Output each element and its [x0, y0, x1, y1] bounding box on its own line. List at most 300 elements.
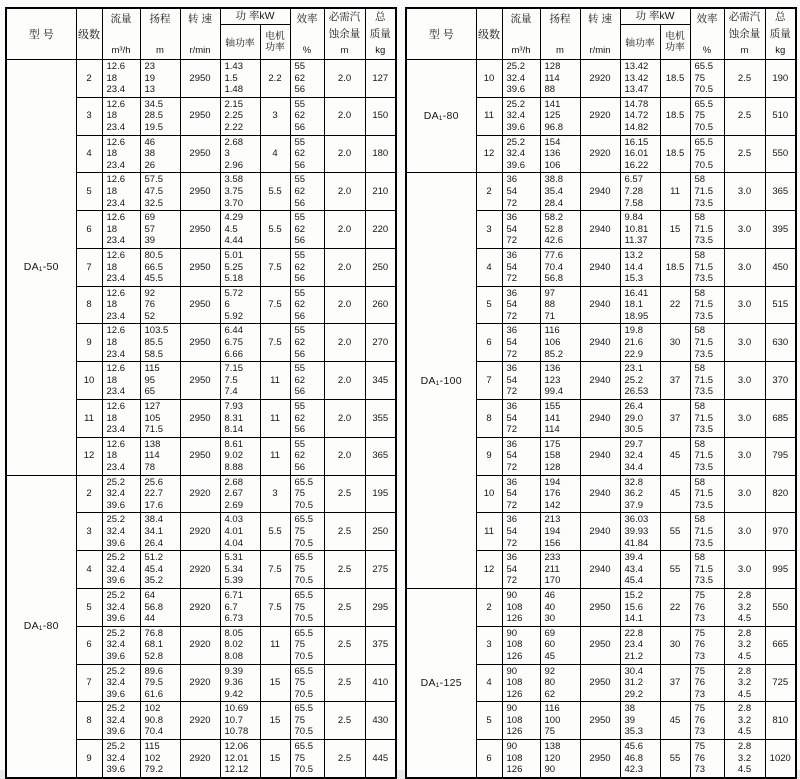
- model-cell: DA₁-100: [406, 173, 476, 589]
- mass-cell: 970: [765, 513, 796, 551]
- mass-cell: 510: [765, 97, 796, 135]
- efficiency-cell: 65.5 75 70.5: [290, 513, 324, 551]
- motor-power-cell: 3: [260, 97, 290, 135]
- head-cell: 23 19 13: [140, 60, 180, 98]
- shaft-power-cell: 13.2 14.4 15.3: [620, 248, 660, 286]
- shaft-power-cell: 2.15 2.25 2.22: [220, 97, 260, 135]
- shaft-power-cell: 15.2 15.6 14.1: [620, 588, 660, 626]
- flow-cell: 25.2 32.4 39.6: [102, 551, 140, 589]
- efficiency-cell: 55 62 56: [290, 60, 324, 98]
- npsh-cell: 3.0: [724, 248, 765, 286]
- efficiency-cell: 55 62 56: [290, 248, 324, 286]
- motor-power-cell: 45: [660, 475, 690, 513]
- efficiency-cell: 75 76 73: [690, 664, 724, 702]
- npsh-cell: 2.0: [324, 248, 365, 286]
- mass-cell: 345: [365, 362, 396, 400]
- flow-cell: 12.6 18 23.4: [102, 60, 140, 98]
- shaft-power-cell: 5.72 6 5.92: [220, 286, 260, 324]
- efficiency-cell: 58 71.5 73.5: [690, 513, 724, 551]
- efficiency-cell: 55 62 56: [290, 437, 324, 475]
- stage-cell: 4: [476, 248, 502, 286]
- flow-cell: 36 54 72: [502, 513, 540, 551]
- flow-cell: 36 54 72: [502, 362, 540, 400]
- stage-cell: 9: [76, 740, 102, 778]
- stage-cell: 5: [476, 286, 502, 324]
- speed-cell: 2950: [580, 702, 620, 740]
- npsh-cell: 3.0: [724, 513, 765, 551]
- motor-power-cell: 15: [660, 211, 690, 249]
- speed-cell: 2950: [180, 362, 220, 400]
- shaft-power-cell: 36.03 39.93 41.84: [620, 513, 660, 551]
- shaft-power-cell: 5.31 5.34 5.39: [220, 551, 260, 589]
- spec-row: [406, 173, 796, 211]
- npsh-cell: 2.5: [324, 588, 365, 626]
- mass-cell: 685: [765, 400, 796, 438]
- efficiency-cell: 58 71.5 73.5: [690, 248, 724, 286]
- motor-power-cell: 7.5: [260, 551, 290, 589]
- motor-power-cell: 55: [660, 513, 690, 551]
- speed-cell: 2920: [180, 551, 220, 589]
- efficiency-cell: 58 71.5 73.5: [690, 286, 724, 324]
- mass-cell: 365: [365, 437, 396, 475]
- spec-row: [6, 60, 396, 98]
- speed-cell: 2950: [180, 286, 220, 324]
- flow-cell: 36 54 72: [502, 286, 540, 324]
- flow-cell: 25.2 32.4 39.6: [102, 513, 140, 551]
- spec-row: [6, 475, 396, 513]
- stages-header: 级数: [76, 8, 102, 60]
- motor-power-header: 电机 功率: [265, 31, 285, 53]
- flow-cell: 90 108 126: [502, 626, 540, 664]
- head-cell: 155 141 114: [540, 400, 580, 438]
- shaft-power-cell: 1.43 1.5 1.48: [220, 60, 260, 98]
- mass-cell: 270: [365, 324, 396, 362]
- mass-cell: 375: [365, 626, 396, 664]
- efficiency-cell: 65.5 75 70.5: [690, 97, 724, 135]
- mass-cell: 355: [365, 400, 396, 438]
- shaft-power-cell: 29.7 32.4 34.4: [620, 437, 660, 475]
- motor-power-cell: 15: [260, 702, 290, 740]
- model-cell: DA₁-50: [6, 60, 76, 476]
- stage-cell: 11: [476, 97, 502, 135]
- stage-cell: 7: [476, 362, 502, 400]
- head-cell: 80.5 66.5 45.5: [140, 248, 180, 286]
- motor-power-cell: 15: [260, 740, 290, 778]
- shaft-power-cell: 22.8 23.4 21.2: [620, 626, 660, 664]
- head-cell: 175 158 128: [540, 437, 580, 475]
- npsh-cell: 3.0: [724, 437, 765, 475]
- motor-power-cell: 37: [660, 664, 690, 702]
- motor-power-cell: 45: [660, 437, 690, 475]
- model-cell: DA₁-80: [406, 60, 476, 173]
- mass-cell: 820: [765, 475, 796, 513]
- flow-cell: 12.6 18 23.4: [102, 173, 140, 211]
- head-cell: 233 211 170: [540, 551, 580, 589]
- mass-cell: 1020: [765, 740, 796, 778]
- shaft-power-cell: 2.68 2.67 2.69: [220, 475, 260, 513]
- efficiency-cell: 58 71.5 73.5: [690, 400, 724, 438]
- head-cell: 115 102 79.2: [140, 740, 180, 778]
- speed-cell: 2940: [580, 437, 620, 475]
- npsh-cell: 2.0: [324, 97, 365, 135]
- flow-cell: 12.6 18 23.4: [102, 286, 140, 324]
- mass-cell: 550: [765, 588, 796, 626]
- npsh-cell: 2.0: [324, 400, 365, 438]
- mass-cell: 395: [765, 211, 796, 249]
- efficiency-cell: 55 62 56: [290, 286, 324, 324]
- flow-cell: 12.6 18 23.4: [102, 211, 140, 249]
- shaft-power-cell: 8.61 9.02 8.88: [220, 437, 260, 475]
- header-row: [406, 8, 796, 60]
- head-cell: 76.8 68.1 52.8: [140, 626, 180, 664]
- motor-power-cell: 11: [660, 173, 690, 211]
- header-row: [6, 8, 396, 60]
- stage-cell: 8: [76, 286, 102, 324]
- stage-cell: 6: [476, 740, 502, 778]
- efficiency-cell: 58 71.5 73.5: [690, 362, 724, 400]
- speed-header: 转 速 r/min: [580, 8, 620, 60]
- efficiency-header: 效率 %: [290, 8, 324, 60]
- stage-cell: 3: [476, 626, 502, 664]
- mass-cell: 210: [365, 173, 396, 211]
- speed-header: 转 速 r/min: [180, 8, 220, 60]
- efficiency-cell: 75 76 73: [690, 702, 724, 740]
- motor-power-cell: 18.5: [660, 97, 690, 135]
- head-header: 扬程 m: [540, 8, 580, 60]
- flow-cell: 25.2 32.4 39.6: [102, 475, 140, 513]
- head-cell: 89.6 79.5 61.6: [140, 664, 180, 702]
- efficiency-cell: 58 71.5 73.5: [690, 437, 724, 475]
- npsh-cell: 3.0: [724, 362, 765, 400]
- npsh-cell: 3.0: [724, 324, 765, 362]
- efficiency-cell: 55 62 56: [290, 400, 324, 438]
- head-cell: 138 114 78: [140, 437, 180, 475]
- shaft-power-cell: 2.68 3 2.96: [220, 135, 260, 173]
- spec-row: [406, 60, 796, 98]
- stage-cell: 11: [76, 400, 102, 438]
- efficiency-cell: 55 62 56: [290, 211, 324, 249]
- shaft-power-cell: 13.42 13.42 13.47: [620, 60, 660, 98]
- motor-power-cell: 30: [660, 324, 690, 362]
- head-cell: 127 105 71.5: [140, 400, 180, 438]
- flow-cell: 90 108 126: [502, 664, 540, 702]
- npsh-cell: 2.0: [324, 211, 365, 249]
- head-cell: 92 80 62: [540, 664, 580, 702]
- head-cell: 116 106 85.2: [540, 324, 580, 362]
- efficiency-cell: 55 62 56: [290, 135, 324, 173]
- flow-cell: 36 54 72: [502, 173, 540, 211]
- stage-cell: 6: [76, 626, 102, 664]
- flow-cell: 36 54 72: [502, 248, 540, 286]
- mass-cell: 250: [365, 248, 396, 286]
- npsh-cell: 2.8 3.2 4.5: [724, 588, 765, 626]
- head-cell: 92 76 52: [140, 286, 180, 324]
- efficiency-cell: 58 71.5 73.5: [690, 475, 724, 513]
- mass-cell: 430: [365, 702, 396, 740]
- head-cell: 46 38 26: [140, 135, 180, 173]
- head-cell: 97 88 71: [540, 286, 580, 324]
- head-cell: 213 194 156: [540, 513, 580, 551]
- motor-power-cell: 30: [660, 626, 690, 664]
- shaft-power-cell: 6.71 6.7 6.73: [220, 588, 260, 626]
- flow-cell: 90 108 126: [502, 740, 540, 778]
- shaft-power-cell: 6.57 7.28 7.58: [620, 173, 660, 211]
- speed-cell: 2920: [180, 626, 220, 664]
- head-cell: 69 60 45: [540, 626, 580, 664]
- mass-header: 总 质量 kg: [365, 8, 396, 60]
- mass-cell: 445: [365, 740, 396, 778]
- stage-cell: 3: [476, 211, 502, 249]
- speed-cell: 2940: [580, 248, 620, 286]
- stage-cell: 11: [476, 513, 502, 551]
- speed-cell: 2940: [580, 400, 620, 438]
- stage-cell: 8: [76, 702, 102, 740]
- motor-power-cell: 7.5: [260, 248, 290, 286]
- mass-header: 总 质量 kg: [765, 8, 796, 60]
- stage-cell: 10: [76, 362, 102, 400]
- speed-cell: 2940: [580, 362, 620, 400]
- shaft-power-cell: 16.15 16.01 16.22: [620, 135, 660, 173]
- flow-cell: 36 54 72: [502, 324, 540, 362]
- efficiency-cell: 55 62 56: [290, 97, 324, 135]
- shaft-power-cell: 6.44 6.75 6.66: [220, 324, 260, 362]
- stage-cell: 7: [76, 248, 102, 286]
- motor-power-cell: 7.5: [260, 324, 290, 362]
- flow-header: 流量 m³/h: [502, 8, 540, 60]
- speed-cell: 2940: [580, 324, 620, 362]
- motor-power-cell: 2.2: [260, 60, 290, 98]
- npsh-cell: 2.5: [324, 475, 365, 513]
- npsh-cell: 2.8 3.2 4.5: [724, 740, 765, 778]
- mass-cell: 295: [365, 588, 396, 626]
- speed-cell: 2940: [580, 211, 620, 249]
- flow-cell: 12.6 18 23.4: [102, 324, 140, 362]
- mass-cell: 220: [365, 211, 396, 249]
- efficiency-cell: 55 62 56: [290, 173, 324, 211]
- shaft-power-cell: 4.29 4.5 4.44: [220, 211, 260, 249]
- model-cell: DA₁-125: [406, 588, 476, 777]
- efficiency-header: 效率 %: [690, 8, 724, 60]
- shaft-power-header: 轴功率: [221, 25, 261, 59]
- npsh-cell: 2.8 3.2 4.5: [724, 664, 765, 702]
- flow-header: 流量 m³/h: [102, 8, 140, 60]
- speed-cell: 2940: [580, 286, 620, 324]
- shaft-power-cell: 7.93 8.31 8.14: [220, 400, 260, 438]
- head-cell: 102 90.8 70.4: [140, 702, 180, 740]
- head-cell: 116 100 75: [540, 702, 580, 740]
- speed-cell: 2920: [580, 60, 620, 98]
- npsh-cell: 2.5: [324, 551, 365, 589]
- speed-cell: 2920: [580, 135, 620, 173]
- npsh-cell: 2.0: [324, 286, 365, 324]
- speed-cell: 2920: [180, 475, 220, 513]
- flow-cell: 25.2 32.4 39.6: [102, 702, 140, 740]
- stage-cell: 9: [476, 437, 502, 475]
- motor-power-cell: 37: [660, 362, 690, 400]
- npsh-cell: 2.0: [324, 135, 365, 173]
- shaft-power-cell: 32.8 36.2 37.9: [620, 475, 660, 513]
- flow-cell: 12.6 18 23.4: [102, 362, 140, 400]
- motor-power-cell: 22: [660, 588, 690, 626]
- head-cell: 138 120 90: [540, 740, 580, 778]
- npsh-cell: 2.5: [724, 60, 765, 98]
- flow-cell: 12.6 18 23.4: [102, 135, 140, 173]
- head-cell: 194 176 142: [540, 475, 580, 513]
- shaft-power-cell: 4.03 4.01 4.04: [220, 513, 260, 551]
- speed-cell: 2920: [180, 702, 220, 740]
- speed-cell: 2940: [580, 513, 620, 551]
- flow-cell: 12.6 18 23.4: [102, 248, 140, 286]
- mass-cell: 995: [765, 551, 796, 589]
- efficiency-cell: 65.5 75 70.5: [290, 702, 324, 740]
- mass-cell: 150: [365, 97, 396, 135]
- stage-cell: 2: [76, 475, 102, 513]
- mass-cell: 127: [365, 60, 396, 98]
- speed-cell: 2950: [580, 626, 620, 664]
- stage-cell: 12: [476, 551, 502, 589]
- shaft-power-cell: 9.84 10.81 11.37: [620, 211, 660, 249]
- shaft-power-cell: 9.39 9.36 9.42: [220, 664, 260, 702]
- shaft-power-cell: 3.58 3.75 3.70: [220, 173, 260, 211]
- speed-cell: 2950: [580, 740, 620, 778]
- mass-cell: 665: [765, 626, 796, 664]
- mass-cell: 195: [365, 475, 396, 513]
- npsh-cell: 2.0: [324, 324, 365, 362]
- head-cell: 128 114 88: [540, 60, 580, 98]
- efficiency-cell: 58 71.5 73.5: [690, 551, 724, 589]
- efficiency-cell: 65.5 75 70.5: [690, 60, 724, 98]
- stage-cell: 2: [76, 60, 102, 98]
- speed-cell: 2950: [180, 211, 220, 249]
- speed-cell: 2950: [580, 588, 620, 626]
- mass-cell: 260: [365, 286, 396, 324]
- model-header: 型 号: [6, 8, 76, 60]
- head-cell: 77.6 70.4 56.8: [540, 248, 580, 286]
- mass-cell: 630: [765, 324, 796, 362]
- shaft-power-cell: 8.05 8.02 8.08: [220, 626, 260, 664]
- npsh-header: 必需汽 蚀余量 m: [724, 8, 765, 60]
- speed-cell: 2920: [180, 664, 220, 702]
- motor-power-cell: 11: [260, 400, 290, 438]
- motor-power-cell: 37: [660, 400, 690, 438]
- npsh-cell: 2.5: [324, 626, 365, 664]
- speed-cell: 2950: [180, 60, 220, 98]
- mass-cell: 725: [765, 664, 796, 702]
- efficiency-cell: 65.5 75 70.5: [290, 626, 324, 664]
- motor-power-cell: 45: [660, 702, 690, 740]
- flow-cell: 36 54 72: [502, 211, 540, 249]
- speed-cell: 2920: [180, 588, 220, 626]
- flow-cell: 12.6 18 23.4: [102, 437, 140, 475]
- head-cell: 141 125 96.8: [540, 97, 580, 135]
- speed-cell: 2920: [180, 513, 220, 551]
- motor-power-cell: 22: [660, 286, 690, 324]
- shaft-power-cell: 12.06 12.01 12.12: [220, 740, 260, 778]
- stage-cell: 5: [76, 588, 102, 626]
- head-cell: 64 56.8 44: [140, 588, 180, 626]
- speed-cell: 2950: [180, 173, 220, 211]
- power-header: 功 率kW 轴功率 电机 功率: [620, 8, 690, 60]
- head-header: 扬程 m: [140, 8, 180, 60]
- npsh-cell: 3.0: [724, 286, 765, 324]
- motor-power-cell: 18.5: [660, 135, 690, 173]
- motor-power-cell: 18.5: [660, 248, 690, 286]
- stage-cell: 8: [476, 400, 502, 438]
- stage-cell: 7: [76, 664, 102, 702]
- shaft-power-cell: 10.69 10.7 10.78: [220, 702, 260, 740]
- flow-cell: 90 108 126: [502, 588, 540, 626]
- flow-cell: 25.2 32.4 39.6: [502, 97, 540, 135]
- motor-power-cell: 7.5: [260, 286, 290, 324]
- stage-cell: 4: [476, 664, 502, 702]
- speed-cell: 2950: [180, 400, 220, 438]
- flow-cell: 25.2 32.4 39.6: [102, 664, 140, 702]
- flow-cell: 12.6 18 23.4: [102, 400, 140, 438]
- head-cell: 58.2 52.8 42.6: [540, 211, 580, 249]
- shaft-power-cell: 14.78 14.72 14.82: [620, 97, 660, 135]
- speed-cell: 2950: [180, 324, 220, 362]
- npsh-header: 必需汽 蚀余量 m: [324, 8, 365, 60]
- npsh-cell: 2.0: [324, 437, 365, 475]
- model-cell: DA₁-80: [6, 475, 76, 778]
- efficiency-cell: 65.5 75 70.5: [290, 588, 324, 626]
- head-cell: 51.2 45.4 35.2: [140, 551, 180, 589]
- motor-power-cell: 5.5: [260, 211, 290, 249]
- npsh-cell: 2.5: [724, 97, 765, 135]
- stage-cell: 4: [76, 135, 102, 173]
- shaft-power-cell: 23.1 25.2 26.53: [620, 362, 660, 400]
- motor-power-cell: 18.5: [660, 60, 690, 98]
- head-cell: 115 95 65: [140, 362, 180, 400]
- mass-cell: 450: [765, 248, 796, 286]
- stage-cell: 2: [476, 173, 502, 211]
- stage-cell: 10: [476, 60, 502, 98]
- efficiency-cell: 58 71.5 73.5: [690, 211, 724, 249]
- motor-power-cell: 7.5: [260, 588, 290, 626]
- npsh-cell: 2.0: [324, 60, 365, 98]
- stage-cell: 5: [76, 173, 102, 211]
- head-cell: 69 57 39: [140, 211, 180, 249]
- shaft-power-cell: 19.8 21.6 22.9: [620, 324, 660, 362]
- mass-cell: 190: [765, 60, 796, 98]
- flow-cell: 12.6 18 23.4: [102, 97, 140, 135]
- mass-cell: 365: [765, 173, 796, 211]
- speed-cell: 2940: [580, 173, 620, 211]
- motor-power-cell: 11: [260, 626, 290, 664]
- speed-cell: 2950: [180, 437, 220, 475]
- motor-power-cell: 4: [260, 135, 290, 173]
- flow-cell: 25.2 32.4 39.6: [102, 626, 140, 664]
- speed-cell: 2950: [180, 135, 220, 173]
- speed-cell: 2920: [180, 740, 220, 778]
- stage-cell: 9: [76, 324, 102, 362]
- efficiency-cell: 65.5 75 70.5: [290, 664, 324, 702]
- head-cell: 136 123 99.4: [540, 362, 580, 400]
- power-header: 功 率kW 轴功率 电机 功率: [220, 8, 290, 60]
- mass-cell: 795: [765, 437, 796, 475]
- npsh-cell: 3.0: [724, 475, 765, 513]
- mass-cell: 370: [765, 362, 796, 400]
- head-cell: 25.6 22.7 17.6: [140, 475, 180, 513]
- efficiency-cell: 65.5 75 70.5: [290, 740, 324, 778]
- shaft-power-cell: 39.4 43.4 45.4: [620, 551, 660, 589]
- speed-cell: 2940: [580, 551, 620, 589]
- shaft-power-header: 轴功率: [621, 25, 661, 59]
- motor-power-cell: 11: [260, 362, 290, 400]
- shaft-power-cell: 30.4 31.2 29.2: [620, 664, 660, 702]
- flow-cell: 25.2 32.4 39.6: [102, 740, 140, 778]
- npsh-cell: 2.8 3.2 4.5: [724, 702, 765, 740]
